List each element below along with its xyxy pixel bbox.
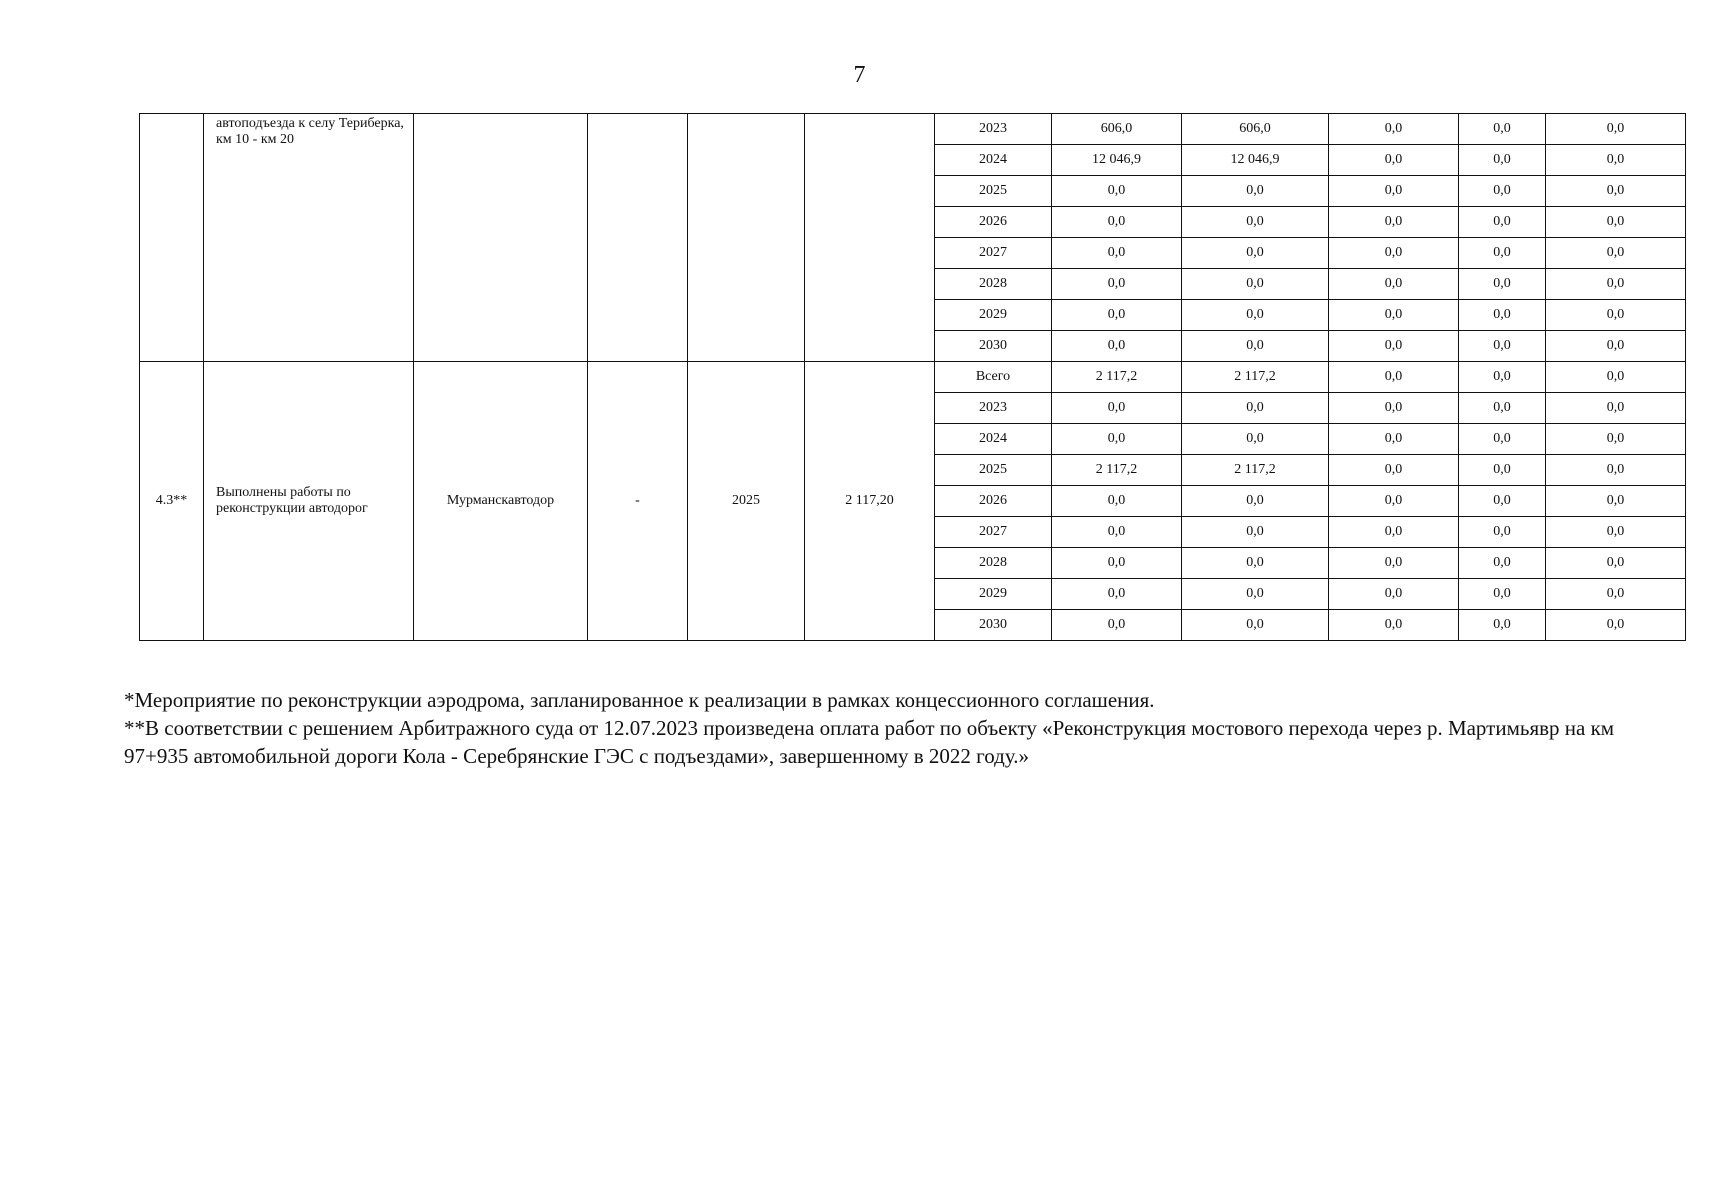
year-cell: 2029 xyxy=(935,300,1052,331)
value-other-sources: 0,0 xyxy=(1546,238,1686,269)
value-other-sources: 0,0 xyxy=(1546,269,1686,300)
value-regional-budget: 0,0 xyxy=(1182,548,1329,579)
value-federal-budget: 0,0 xyxy=(1329,486,1459,517)
value-regional-budget: 2 117,2 xyxy=(1182,455,1329,486)
value-local-budget: 0,0 xyxy=(1459,548,1546,579)
year-cell: 2023 xyxy=(935,114,1052,145)
value-total: 0,0 xyxy=(1052,207,1182,238)
value-other-sources: 0,0 xyxy=(1546,145,1686,176)
total-cost: 2 117,20 xyxy=(805,362,935,641)
value-federal-budget: 0,0 xyxy=(1329,455,1459,486)
value-regional-budget: 606,0 xyxy=(1182,114,1329,145)
value-local-budget: 0,0 xyxy=(1459,424,1546,455)
value-regional-budget: 0,0 xyxy=(1182,610,1329,641)
table-group-4-3 xyxy=(140,362,1686,641)
value-regional-budget: 2 117,2 xyxy=(1182,362,1329,393)
value-total: 0,0 xyxy=(1052,331,1182,362)
value-local-budget: 0,0 xyxy=(1459,610,1546,641)
value-other-sources: 0,0 xyxy=(1546,176,1686,207)
value-federal-budget: 0,0 xyxy=(1329,238,1459,269)
year-cell: 2026 xyxy=(935,486,1052,517)
value-regional-budget: 0,0 xyxy=(1182,517,1329,548)
value-local-budget: 0,0 xyxy=(1459,238,1546,269)
total-cost xyxy=(805,114,935,362)
footnote-aerodrome: *Мероприятие по реконструкции аэродрома, запланированное к реализации в рамках концессионного соглашения. xyxy=(124,688,1155,712)
value-other-sources: 0,0 xyxy=(1546,331,1686,362)
value-federal-budget: 0,0 xyxy=(1329,517,1459,548)
value-total: 2 117,2 xyxy=(1052,455,1182,486)
value-total: 12 046,9 xyxy=(1052,145,1182,176)
event-name: автоподъезда к селу Териберка, км 10 - км 20 xyxy=(204,114,414,362)
value-federal-budget: 0,0 xyxy=(1329,269,1459,300)
year-cell: 2023 xyxy=(935,393,1052,424)
year-cell: 2026 xyxy=(935,207,1052,238)
year-cell: 2024 xyxy=(935,145,1052,176)
value-other-sources: 0,0 xyxy=(1546,424,1686,455)
start-year xyxy=(588,114,688,362)
end-year xyxy=(688,114,805,362)
year-cell: 2025 xyxy=(935,455,1052,486)
event-name: Выполнены работы по реконструкции автодорог xyxy=(204,362,414,641)
table-group-teriberka-road xyxy=(140,114,1686,362)
value-total: 0,0 xyxy=(1052,424,1182,455)
year-cell: 2028 xyxy=(935,269,1052,300)
value-total: 0,0 xyxy=(1052,269,1182,300)
value-regional-budget: 0,0 xyxy=(1182,579,1329,610)
value-other-sources: 0,0 xyxy=(1546,455,1686,486)
value-regional-budget: 0,0 xyxy=(1182,269,1329,300)
value-regional-budget: 0,0 xyxy=(1182,207,1329,238)
value-local-budget: 0,0 xyxy=(1459,114,1546,145)
value-total: 606,0 xyxy=(1052,114,1182,145)
table-row xyxy=(140,114,1686,145)
value-regional-budget: 0,0 xyxy=(1182,238,1329,269)
footnotes xyxy=(124,686,1664,770)
value-other-sources: 0,0 xyxy=(1546,393,1686,424)
value-local-budget: 0,0 xyxy=(1459,579,1546,610)
value-total: 0,0 xyxy=(1052,548,1182,579)
value-total: 0,0 xyxy=(1052,517,1182,548)
value-regional-budget: 0,0 xyxy=(1182,486,1329,517)
value-local-budget: 0,0 xyxy=(1459,176,1546,207)
value-other-sources: 0,0 xyxy=(1546,114,1686,145)
value-federal-budget: 0,0 xyxy=(1329,610,1459,641)
value-other-sources: 0,0 xyxy=(1546,207,1686,238)
value-federal-budget: 0,0 xyxy=(1329,579,1459,610)
value-federal-budget: 0,0 xyxy=(1329,300,1459,331)
value-federal-budget: 0,0 xyxy=(1329,362,1459,393)
value-total: 0,0 xyxy=(1052,300,1182,331)
value-other-sources: 0,0 xyxy=(1546,610,1686,641)
executor xyxy=(414,114,588,362)
financing-table xyxy=(139,113,1686,641)
year-cell: 2025 xyxy=(935,176,1052,207)
year-cell: 2028 xyxy=(935,548,1052,579)
end-year: 2025 xyxy=(688,362,805,641)
value-local-budget: 0,0 xyxy=(1459,269,1546,300)
value-local-budget: 0,0 xyxy=(1459,517,1546,548)
value-total: 0,0 xyxy=(1052,238,1182,269)
value-federal-budget: 0,0 xyxy=(1329,393,1459,424)
value-regional-budget: 0,0 xyxy=(1182,424,1329,455)
table-row xyxy=(140,362,1686,393)
footnote-court-decision: **В соответствии с решением Арбитражного суда от 12.07.2023 произведена оплата работ по объекту «Реконструкция мостового перехода через р. Мартимьявр на км 97+935 автомобильной дороги Кола - Серебрянские ГЭС с подъездами», завершенному в 2022 году.» xyxy=(124,716,1615,768)
year-cell: 2024 xyxy=(935,424,1052,455)
value-local-budget: 0,0 xyxy=(1459,207,1546,238)
year-cell: 2030 xyxy=(935,331,1052,362)
value-other-sources: 0,0 xyxy=(1546,486,1686,517)
value-total: 0,0 xyxy=(1052,176,1182,207)
start-year: - xyxy=(588,362,688,641)
value-other-sources: 0,0 xyxy=(1546,517,1686,548)
value-local-budget: 0,0 xyxy=(1459,145,1546,176)
year-cell: Всего xyxy=(935,362,1052,393)
value-federal-budget: 0,0 xyxy=(1329,424,1459,455)
value-total: 0,0 xyxy=(1052,610,1182,641)
value-total: 0,0 xyxy=(1052,486,1182,517)
value-total: 0,0 xyxy=(1052,393,1182,424)
value-local-budget: 0,0 xyxy=(1459,300,1546,331)
value-regional-budget: 0,0 xyxy=(1182,393,1329,424)
executor: Мурманскавтодор xyxy=(414,362,588,641)
value-federal-budget: 0,0 xyxy=(1329,114,1459,145)
value-federal-budget: 0,0 xyxy=(1329,145,1459,176)
value-local-budget: 0,0 xyxy=(1459,362,1546,393)
value-local-budget: 0,0 xyxy=(1459,486,1546,517)
value-federal-budget: 0,0 xyxy=(1329,548,1459,579)
value-regional-budget: 12 046,9 xyxy=(1182,145,1329,176)
value-federal-budget: 0,0 xyxy=(1329,331,1459,362)
value-other-sources: 0,0 xyxy=(1546,362,1686,393)
value-other-sources: 0,0 xyxy=(1546,300,1686,331)
page-number: 7 xyxy=(853,62,866,88)
value-other-sources: 0,0 xyxy=(1546,548,1686,579)
value-regional-budget: 0,0 xyxy=(1182,331,1329,362)
row-number xyxy=(140,114,204,362)
value-regional-budget: 0,0 xyxy=(1182,300,1329,331)
year-cell: 2029 xyxy=(935,579,1052,610)
value-total: 2 117,2 xyxy=(1052,362,1182,393)
year-cell: 2030 xyxy=(935,610,1052,641)
value-local-budget: 0,0 xyxy=(1459,455,1546,486)
value-regional-budget: 0,0 xyxy=(1182,176,1329,207)
value-local-budget: 0,0 xyxy=(1459,393,1546,424)
year-cell: 2027 xyxy=(935,238,1052,269)
value-other-sources: 0,0 xyxy=(1546,579,1686,610)
value-total: 0,0 xyxy=(1052,579,1182,610)
year-cell: 2027 xyxy=(935,517,1052,548)
value-federal-budget: 0,0 xyxy=(1329,207,1459,238)
row-number: 4.3** xyxy=(140,362,204,641)
value-federal-budget: 0,0 xyxy=(1329,176,1459,207)
value-local-budget: 0,0 xyxy=(1459,331,1546,362)
